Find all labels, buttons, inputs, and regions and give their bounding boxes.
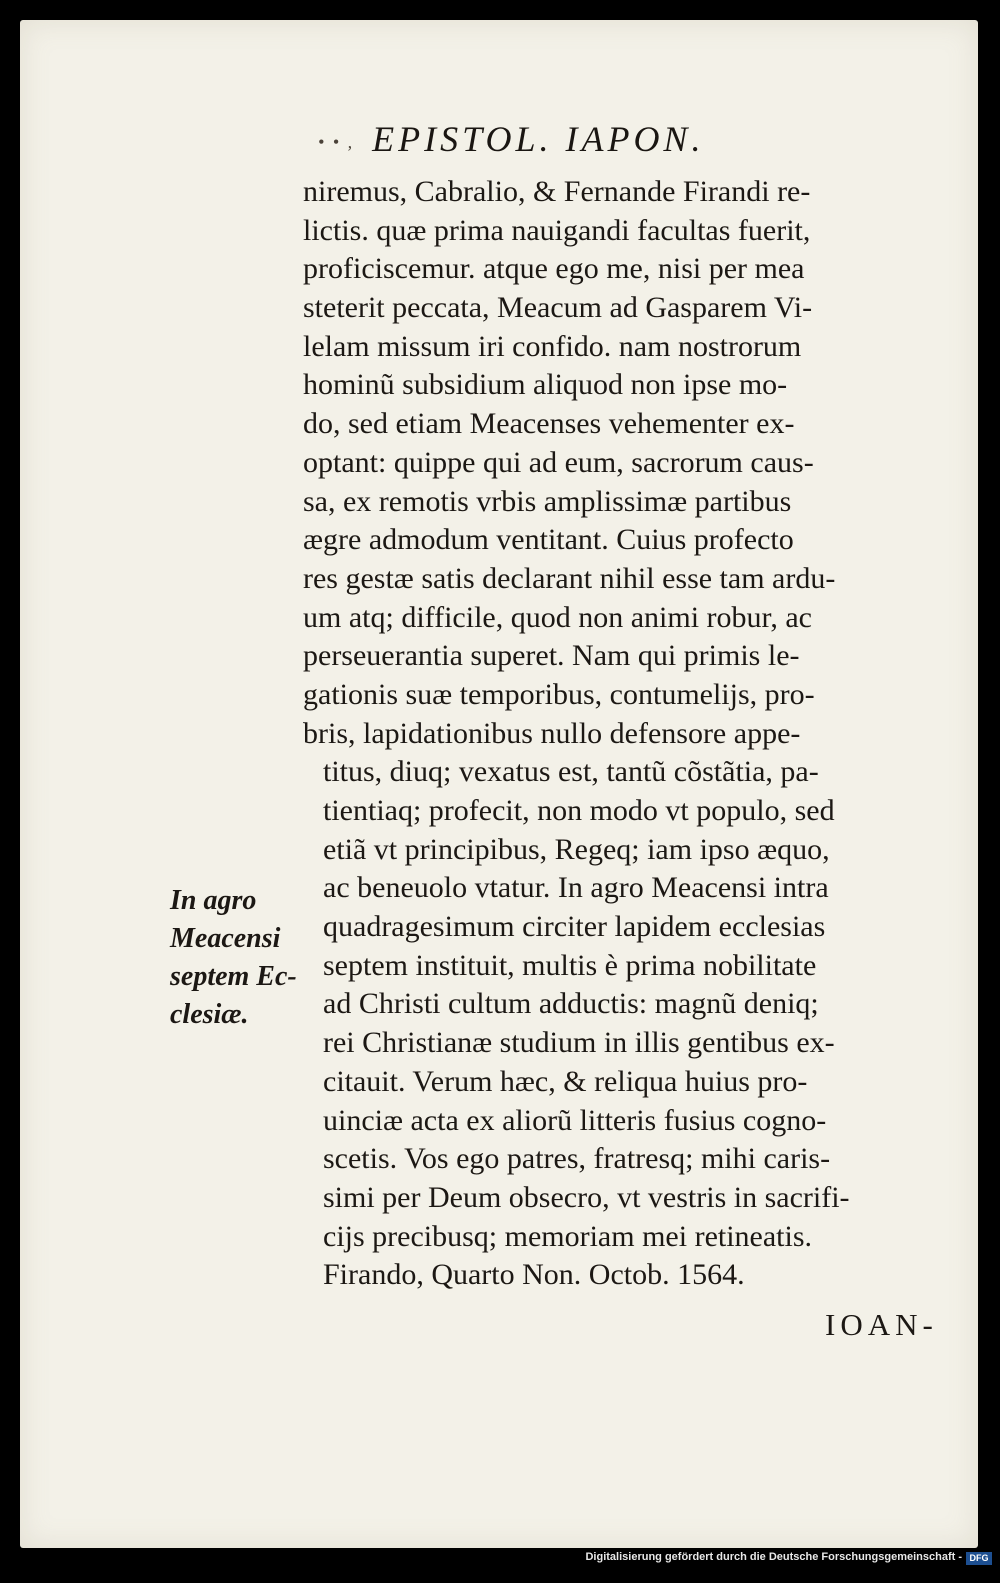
- text-line: lictis. quæ prima nauigandi facultas fuerit,: [303, 213, 811, 247]
- text-line: citauit. Verum hæc, & reliqua huius pro-: [323, 1064, 808, 1098]
- margin-note-line: clesiæ.: [170, 999, 249, 1030]
- text-line: septem instituit, multis è prima nobilitate: [323, 948, 817, 982]
- running-head-title: EPISTOL. IAPON.: [372, 119, 705, 159]
- book-page: [20, 20, 978, 1548]
- text-line: gationis suæ temporibus, contumelijs, pro-: [303, 677, 815, 711]
- catchword: IOAN-: [825, 1307, 938, 1342]
- body-text: [303, 173, 968, 1295]
- digitization-credit: Digitalisierung gefördert durch die Deutsche Forschungsgemeinschaft -: [585, 1551, 962, 1563]
- margin-note-line: Meacensi: [170, 923, 281, 954]
- text-line: quadragesimum circiter lapidem ecclesias: [323, 910, 826, 944]
- text-line: res gestæ satis declarant nihil esse tam ardu-: [303, 561, 836, 595]
- text-line: ad Christi cultum adductis: magnũ deniq;: [323, 987, 819, 1021]
- text-line: niremus, Cabralio, & Fernande Firandi re-: [303, 175, 811, 208]
- text-line: simi per Deum obsecro, vt vestris in sacrifi-: [323, 1180, 850, 1214]
- ornament-mark: • • ,: [318, 132, 355, 153]
- text-line: do, sed etiam Meacenses vehementer ex-: [303, 407, 795, 441]
- text-line: titus, diuq; vexatus est, tantũ cõstãtia, pa-: [323, 755, 819, 789]
- text-line: sa, ex remotis vrbis amplissimæ partibus: [303, 484, 792, 518]
- text-line: steterit peccata, Meacum ad Gasparem Vi-: [303, 291, 813, 325]
- text-line: optant: quippe qui ad eum, sacrorum caus-: [303, 445, 814, 479]
- text-line: scetis. Vos ego patres, fratresq; mihi caris-: [323, 1142, 831, 1176]
- text-line: um atq; difficile, quod non animi robur, ac: [303, 600, 812, 634]
- text-line: rei Christianæ studium in illis gentibus ex-: [323, 1026, 835, 1060]
- margin-note: [170, 882, 310, 1034]
- text-line: tientiaq; profecit, non modo vt populo, sed: [323, 794, 835, 827]
- text-line: ægre admodum ventitant. Cuius profecto: [303, 523, 794, 557]
- text-line: cijs precibusq; memoriam mei retineatis.: [323, 1219, 813, 1253]
- margin-note-line: In agro: [170, 885, 257, 916]
- text-line: uinciæ acta ex aliorũ litteris fusius cogno-: [323, 1103, 827, 1137]
- text-line: lelam missum iri confido. nam nostrorum: [303, 329, 802, 363]
- dfg-logo-icon: DFG: [966, 1552, 992, 1565]
- text-line: perseuerantia superet. Nam qui primis le-: [303, 639, 800, 673]
- text-line: proficiscemur. atque ego me, nisi per mea: [303, 252, 805, 286]
- text-line: ac beneuolo vtatur. In agro Meacensi intra: [323, 871, 829, 905]
- running-head: [318, 118, 838, 162]
- margin-note-line: septem Ec-: [170, 961, 297, 992]
- text-line: bris, lapidationibus nullo defensore appe-: [303, 716, 801, 750]
- text-line: Firando, Quarto Non. Octob. 1564.: [323, 1258, 745, 1292]
- text-line: etiã vt principibus, Regeq; iam ipso æquo,: [323, 832, 830, 866]
- text-line: hominũ subsidium aliquod non ipse mo-: [303, 368, 788, 402]
